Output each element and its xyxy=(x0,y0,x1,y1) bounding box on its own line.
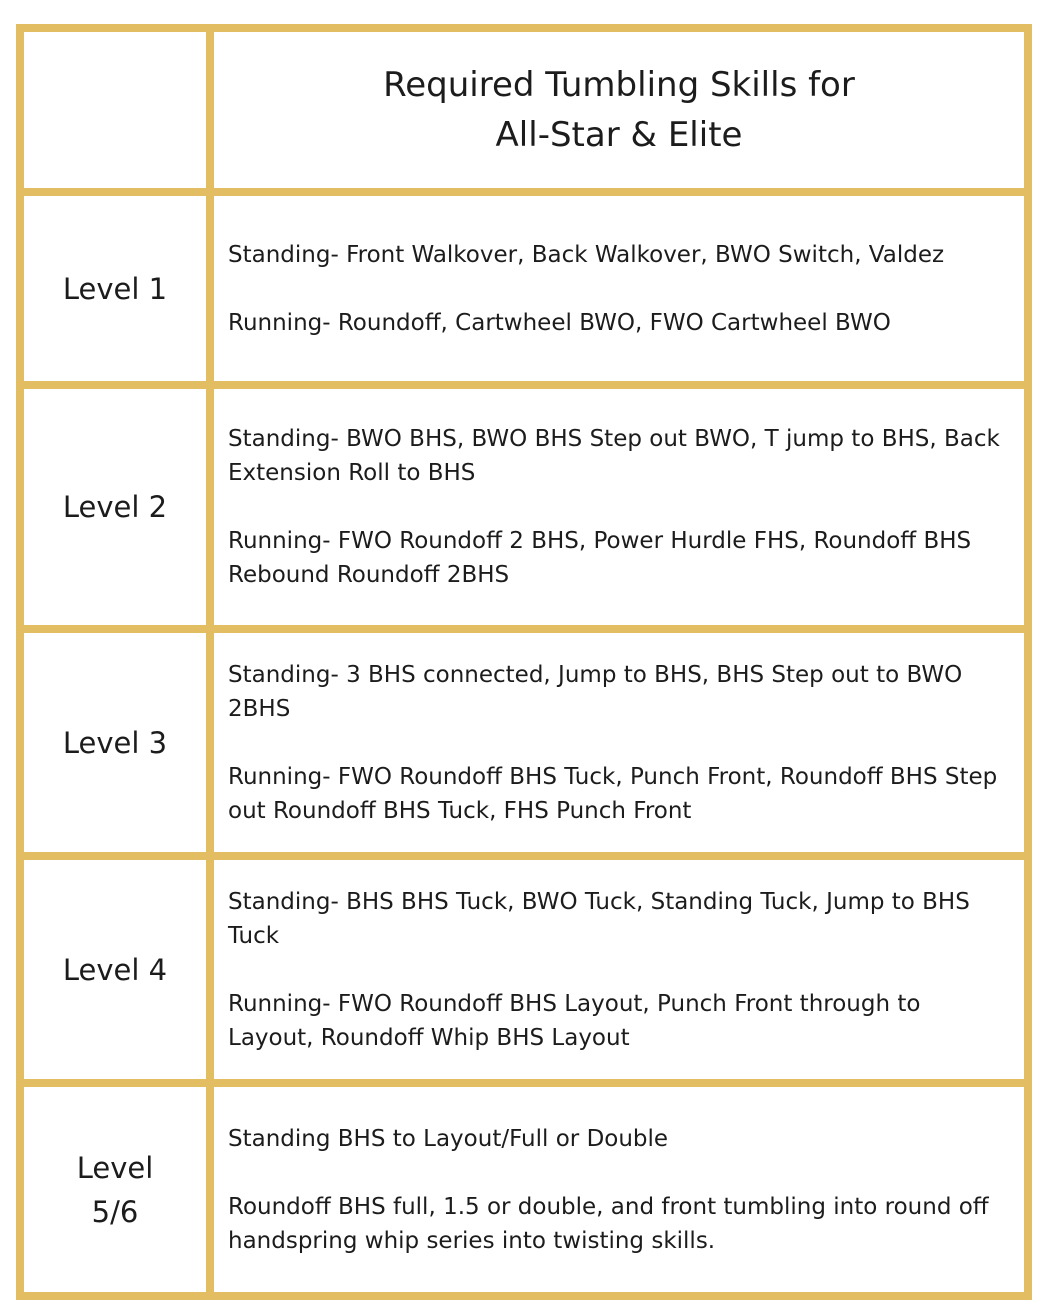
standing-skills: Standing BHS to Layout/Full or Double xyxy=(228,1125,669,1152)
running-skills: Running- Roundoff, Cartwheel BWO, FWO Cartwheel BWO xyxy=(228,309,891,336)
level-5-6-skills-cell xyxy=(214,1087,1024,1292)
running-skills: Roundoff BHS full, 1.5 or double, and front tumbling into round off handspring whip series into twisting skills. xyxy=(228,1193,989,1254)
running-skills: Running- FWO Roundoff BHS Layout, Punch Front through to Layout, Roundoff Whip BHS Layout xyxy=(228,990,921,1051)
level-4-label-cell xyxy=(24,860,206,1079)
level-label-line-2: 5/6 xyxy=(91,1194,139,1229)
row-divider xyxy=(24,188,1024,196)
row-divider xyxy=(24,625,1024,633)
table-title xyxy=(214,32,1024,188)
row-divider xyxy=(24,852,1024,860)
skills-table xyxy=(16,24,1032,1300)
level-label-line-1: Level xyxy=(76,1150,154,1185)
level-1-label-cell xyxy=(24,196,206,381)
standing-skills: Standing- 3 BHS connected, Jump to BHS, BHS Step out to BWO 2BHS xyxy=(228,661,963,722)
standing-skills: Standing- Front Walkover, Back Walkover, BWO Switch, Valdez xyxy=(228,241,945,268)
level-5-6-label-cell xyxy=(24,1087,206,1292)
title-line-1: Required Tumbling Skills for xyxy=(383,65,855,105)
row-divider xyxy=(24,381,1024,389)
level-label: Level 2 xyxy=(62,490,168,524)
level-label: Level 3 xyxy=(62,725,168,760)
running-skills: Running- FWO Roundoff BHS Tuck, Punch Front, Roundoff BHS Step out Roundoff BHS Tuck, FHS Punch Front xyxy=(228,763,998,824)
level-3-label-cell xyxy=(24,633,206,852)
level-4-skills-cell xyxy=(214,860,1024,1079)
level-label: Level 1 xyxy=(62,271,168,306)
level-label: Level 4 xyxy=(62,952,168,987)
header-empty-cell xyxy=(24,32,206,188)
level-2-skills-cell xyxy=(214,389,1024,625)
level-3-skills-cell xyxy=(214,633,1024,852)
level-1-skills-cell xyxy=(214,196,1024,381)
standing-skills: Standing- BWO BHS, BWO BHS Step out BWO, T jump to BHS, Back Extension Roll to BHS xyxy=(228,426,1000,486)
standing-skills: Standing- BHS BHS Tuck, BWO Tuck, Standing Tuck, Jump to BHS Tuck xyxy=(228,888,970,949)
column-divider xyxy=(206,32,214,1292)
level-2-label-cell xyxy=(24,389,206,625)
running-skills: Running- FWO Roundoff 2 BHS, Power Hurdle FHS, Roundoff BHS Rebound Roundoff 2BHS xyxy=(228,528,972,588)
row-divider xyxy=(24,1079,1024,1087)
title-line-2: All-Star & Elite xyxy=(495,115,743,155)
